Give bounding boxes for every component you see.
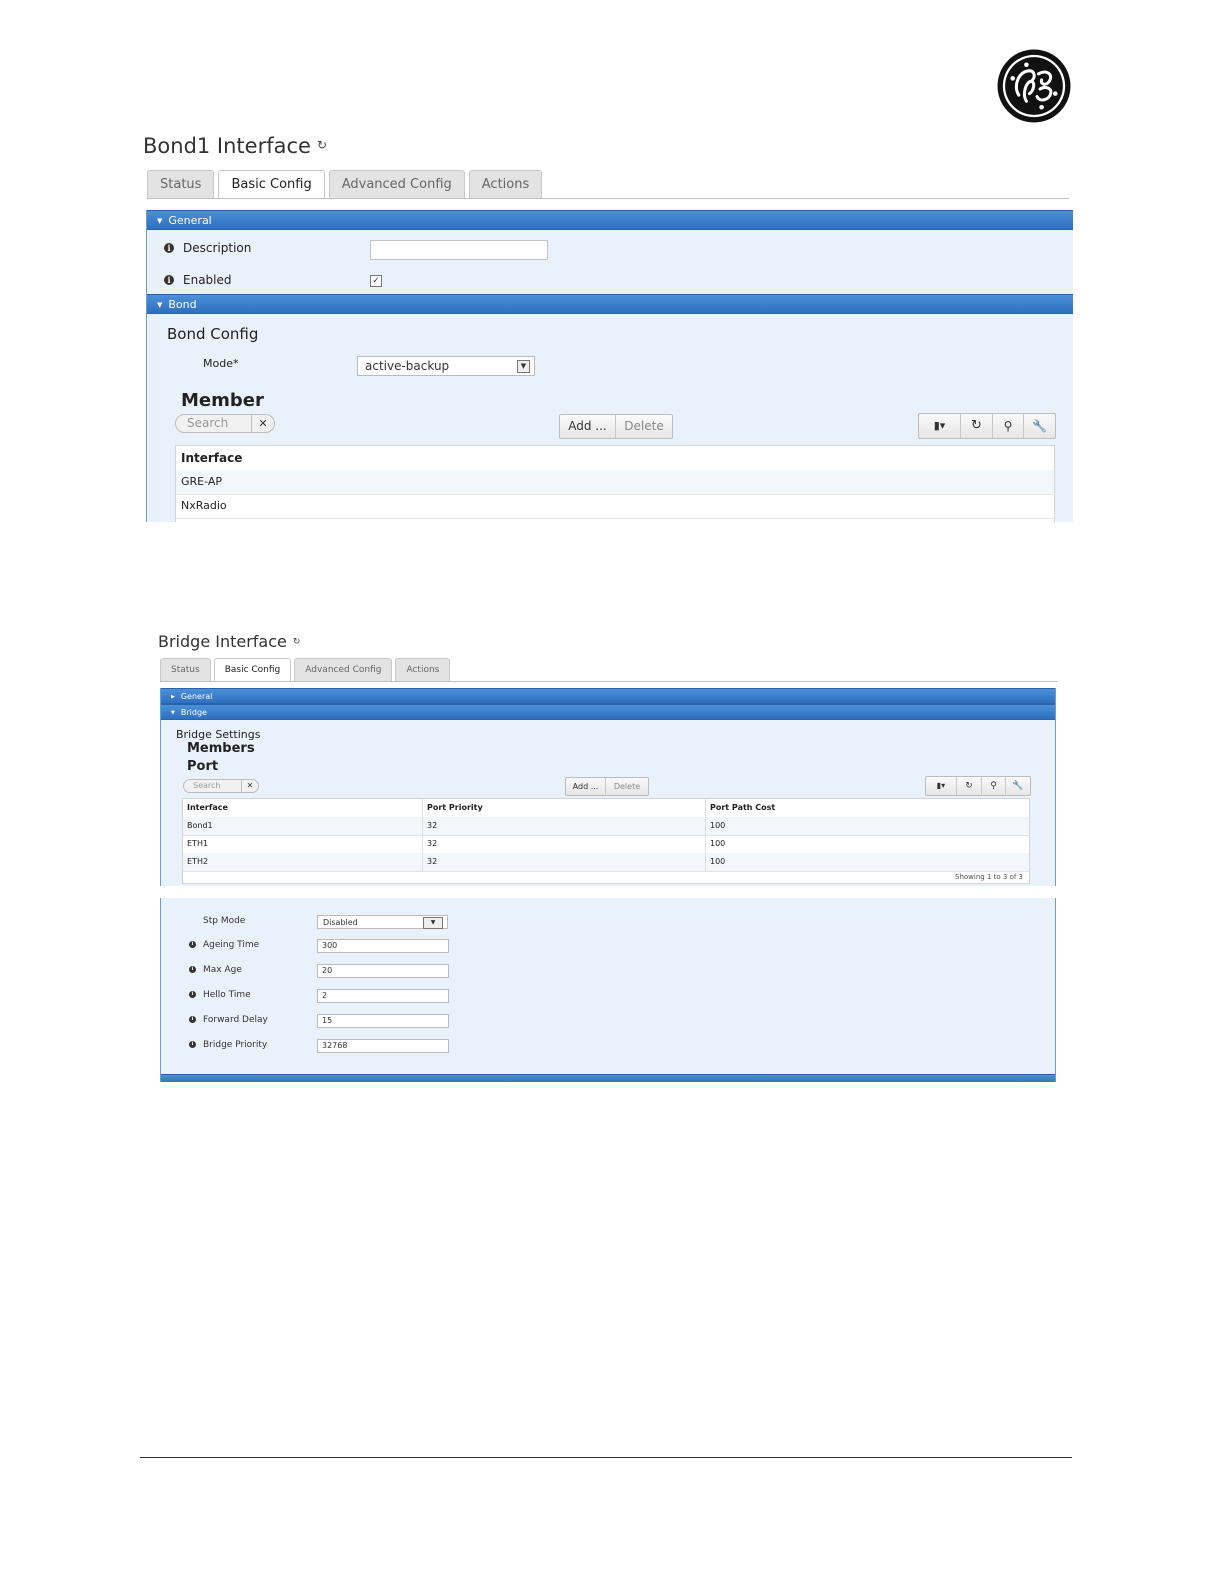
table-cell: 100 [705, 817, 725, 835]
refresh-icon[interactable]: ↻ [292, 637, 301, 647]
caret-down-icon: ▼ [157, 301, 163, 309]
ge-logo [996, 48, 1072, 124]
table-cell: GRE-AP [181, 475, 223, 488]
tab-divider [147, 198, 1069, 199]
search-placeholder: Search [187, 416, 229, 430]
table-row[interactable] [176, 470, 1054, 495]
search-icon[interactable]: ⚲ [993, 414, 1024, 438]
section-general[interactable] [161, 688, 1055, 704]
tab-actions[interactable]: Actions [395, 658, 450, 682]
delete-button[interactable]: Delete [613, 782, 641, 791]
table-cell: 100 [705, 853, 725, 871]
hello-time-label: Hello Time [203, 990, 251, 1000]
table-cell: ETH2 [187, 857, 209, 866]
stp-mode-value: Disabled [323, 918, 358, 927]
page-title-text: Bridge Interface [158, 632, 287, 651]
ageing-time-field[interactable]: 300 [317, 939, 449, 953]
table-cell: ETH1 [187, 839, 209, 848]
tab-actions[interactable]: Actions [469, 170, 543, 199]
grid-toolbar [925, 776, 1031, 796]
column-header-port-path-cost[interactable]: Port Path Cost [705, 799, 775, 817]
tab-bar [160, 658, 450, 682]
columns-icon[interactable]: ▮▾ [926, 777, 957, 795]
section-bond[interactable] [147, 294, 1073, 314]
stp-mode-select[interactable] [317, 915, 448, 929]
tab-basic-config[interactable]: Basic Config [214, 658, 292, 682]
bridge-settings-heading: Bridge Settings [176, 728, 261, 741]
forward-delay-field[interactable]: 15 [317, 1014, 449, 1028]
table-row[interactable] [183, 853, 1029, 872]
chevron-down-icon: ▼ [423, 917, 443, 929]
chevron-down-icon: ▼ [517, 360, 530, 373]
wrench-icon[interactable]: 🔧 [1032, 419, 1047, 433]
table-row[interactable] [183, 817, 1029, 836]
footer-divider [140, 1457, 1072, 1458]
grid-toolbar [918, 413, 1056, 439]
mode-label: Mode* [203, 357, 239, 370]
hello-time-field[interactable]: 2 [317, 989, 449, 1003]
info-icon: i [164, 275, 174, 285]
section-general-label: General [180, 692, 213, 701]
section-next[interactable] [161, 1074, 1055, 1082]
config-panel [146, 210, 1073, 522]
bridge-priority-field[interactable]: 32768 [317, 1039, 449, 1053]
info-icon: i [189, 1016, 196, 1023]
refresh-icon[interactable]: ↻ [961, 414, 993, 438]
clear-icon[interactable]: ✕ [251, 415, 274, 432]
tab-bar [147, 170, 542, 199]
max-age-field[interactable]: 20 [317, 964, 449, 978]
columns-icon[interactable]: ▮▾ [919, 414, 961, 438]
table-cell: 32 [422, 835, 437, 853]
forward-delay-label: Forward Delay [203, 1015, 268, 1025]
bridge-settings-panel [160, 898, 1056, 1082]
page-title [158, 632, 300, 651]
config-panel [160, 688, 1056, 886]
info-icon: i [189, 1041, 196, 1048]
members-heading: Members [187, 741, 255, 756]
stp-mode-label: Stp Mode [203, 916, 246, 926]
member-heading: Member [181, 390, 264, 411]
port-action-buttons [565, 777, 649, 796]
table-footer [183, 871, 1029, 884]
caret-down-icon: ▼ [171, 710, 175, 716]
table-row[interactable] [183, 835, 1029, 854]
column-header-interface[interactable]: Interface [181, 451, 243, 465]
table-header-row [183, 799, 1029, 818]
description-label: Description [183, 241, 252, 255]
page-title-text: Bond1 Interface [143, 134, 311, 158]
mode-select[interactable] [357, 356, 535, 376]
bond-interface-screenshot [143, 128, 1073, 522]
paging-summary: Showing 1 to 3 of 3 [955, 873, 1023, 881]
tab-advanced-config[interactable]: Advanced Config [294, 658, 392, 682]
table-row[interactable] [176, 494, 1054, 519]
wrench-icon[interactable]: 🔧 [1012, 781, 1024, 791]
refresh-icon[interactable]: ↻ [316, 138, 328, 152]
table-cell: 100 [705, 835, 725, 853]
add-button[interactable]: Add ... [560, 415, 616, 438]
caret-right-icon: ▶ [171, 694, 175, 700]
caret-down-icon: ▼ [157, 217, 163, 225]
info-icon: i [189, 991, 196, 998]
section-bridge-label: Bridge [180, 708, 207, 717]
bridge-priority-label: Bridge Priority [203, 1040, 268, 1050]
max-age-label: Max Age [203, 965, 242, 975]
member-action-buttons [559, 414, 673, 439]
table-cell: 32 [422, 853, 437, 871]
tab-advanced-config[interactable]: Advanced Config [329, 170, 465, 199]
mode-select-value: active-backup [365, 359, 450, 373]
member-search-input[interactable] [175, 414, 275, 433]
info-icon: i [189, 941, 196, 948]
search-placeholder: Search [193, 781, 221, 790]
section-bridge[interactable] [161, 704, 1055, 720]
section-general-label: General [168, 214, 212, 227]
info-icon: i [164, 243, 174, 253]
tab-divider [160, 681, 1058, 682]
table-cell: 32 [422, 817, 437, 835]
enabled-checkbox[interactable]: ✓ [370, 275, 382, 287]
column-header-interface[interactable]: Interface [187, 803, 228, 812]
search-icon[interactable]: ⚲ [982, 777, 1006, 795]
table-cell: Bond1 [187, 821, 213, 830]
section-bond-label: Bond [168, 298, 197, 311]
delete-button[interactable]: Delete [624, 419, 664, 433]
tab-status[interactable]: Status [147, 170, 214, 199]
section-general[interactable] [147, 210, 1073, 230]
page-title [143, 134, 327, 158]
bond-config-heading: Bond Config [167, 325, 259, 343]
clear-icon[interactable]: ✕ [241, 780, 258, 792]
tab-status[interactable]: Status [160, 658, 211, 682]
tab-basic-config[interactable]: Basic Config [218, 170, 324, 199]
info-icon: i [189, 966, 196, 973]
port-table [182, 798, 1030, 884]
description-field[interactable] [370, 240, 548, 260]
column-header-port-priority[interactable]: Port Priority [422, 799, 483, 817]
ageing-time-label: Ageing Time [203, 940, 260, 950]
add-button[interactable]: Add ... [566, 778, 606, 795]
bridge-interface-screenshot [158, 628, 1058, 886]
table-cell: NxRadio [181, 499, 227, 512]
member-table [175, 445, 1055, 522]
refresh-icon[interactable]: ↻ [957, 777, 982, 795]
enabled-label: Enabled [183, 273, 232, 287]
port-heading: Port [187, 759, 219, 774]
port-search-input[interactable] [183, 779, 259, 793]
table-header-row [176, 446, 1054, 471]
